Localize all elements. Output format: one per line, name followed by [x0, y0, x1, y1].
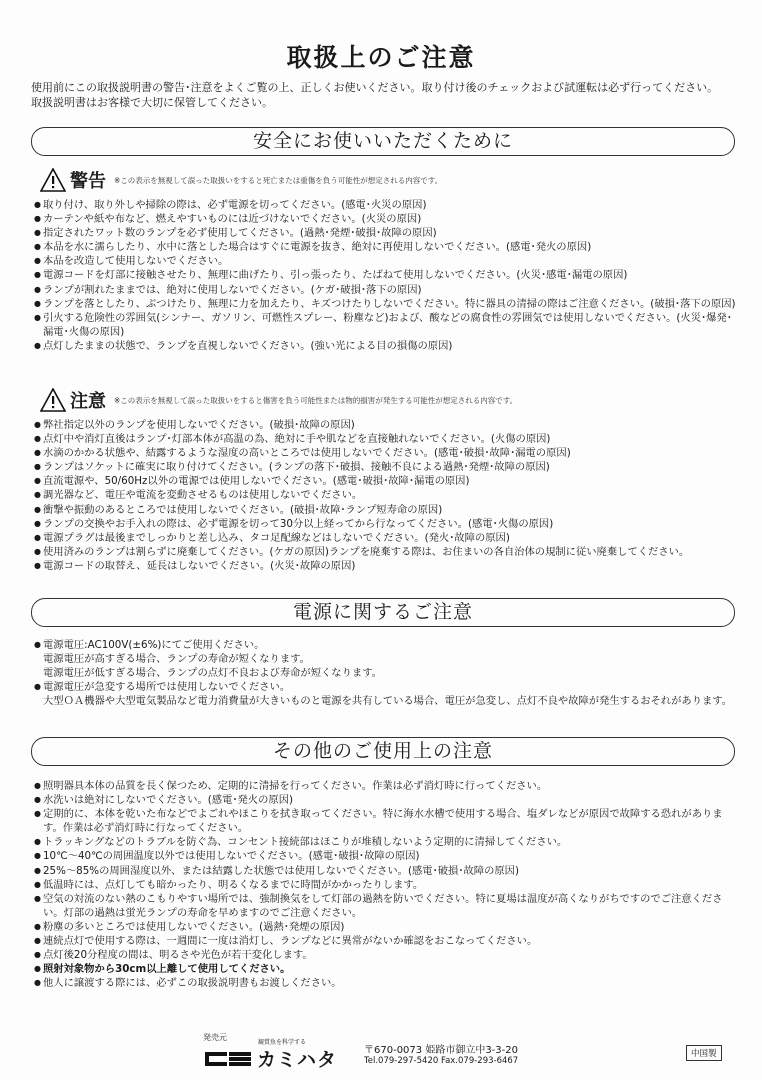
list-sub-item: 電源電圧が高すぎる場合、ランプの寿命が短くなります。: [43, 653, 310, 666]
list-item: ● トラッキングなどのトラブルを防ぐ為、コンセント接続部はほこりが堆積しないよう定期的に清掃してください。: [34, 835, 736, 849]
made-in-label: 中国製: [686, 1045, 722, 1061]
list-item: ● 電源コードを灯部に接触させたり、無理に曲げたり、引っ張ったり、たばねて使用しないでください。(火災･感電･漏電の原因): [34, 268, 736, 282]
list-item: ● 直流電源や、50/60Hz以外の電源では使用しないでください。(感電･破損･故障･漏電の原因): [34, 474, 736, 488]
list-item: ● 電源電圧が急変する場所では使用しないでください。: [34, 680, 736, 694]
list-item: ● ランプはソケットに確実に取り付けてください。(ランプの落下･破損、接触不良による過熱･発煙･故障の原因): [34, 460, 736, 474]
caution-title: 注意: [70, 391, 106, 412]
warning-title: 警告: [70, 171, 106, 192]
section-heading-safety: 安全にお使いいただくために: [31, 127, 735, 156]
list-item: ● 点灯中や消灯直後はランプ･灯部本体が高温の為、絶対に手や肌などを直接触れないでください。(火傷の原因): [34, 432, 736, 446]
warning-list: [34, 198, 736, 353]
list-item: ● 本品を改造して使用しないでください。: [34, 254, 736, 268]
warning-triangle-icon: [40, 168, 66, 192]
company-phone: Tel.079-297-5420 Fax.079-293-6467: [364, 1056, 519, 1066]
brand-logo: [205, 1045, 337, 1072]
caution-header: [40, 387, 517, 413]
list-item: ● 25%〜85%の周囲湿度以外、または結露した状態では使用しないでください。(感電･破損･故障の原因): [34, 864, 736, 878]
list-item: ● 連続点灯で使用する際は、一週間に一度は消灯し、ランプなどに異常がないか確認をおこなってください。: [34, 934, 736, 948]
list-item: ● 水洗いは絶対にしないでください。(感電･発火の原因): [34, 793, 736, 807]
list-item: ● 弊社指定以外のランプを使用しないでください。(破損･故障の原因): [34, 418, 736, 432]
list-item: ● 電源電圧:AC100V(±6%)にてご使用ください。: [34, 638, 736, 652]
list-item: ● 引火する危険性の雰囲気(シンナー、ガソリン、可燃性スプレー、粉塵など)および、酸などの腐食性の雰囲気では使用しないでください。(火災･爆発･漏電･火傷の原因): [34, 311, 736, 339]
list-item: ● 調光器など、電圧や電流を変動させるものは使用しないでください。: [34, 488, 736, 502]
list-item-emphasis: ● 照射対象物から30cm以上離して使用してください。: [34, 962, 736, 976]
list-item: ● カーテンや紙や布など、燃えやすいものには近づけないでください。(火災の原因): [34, 212, 736, 226]
intro-line: 使用前にこの取扱説明書の警告･注意をよくご覧の上、正しくお使いください。取り付け後のチェックおよび試運転は必ず行ってください。: [31, 81, 719, 94]
page-title: 取扱上のご注意: [286, 43, 476, 72]
list-item: ● 他人に譲渡する際には、必ずこの取扱説明書もお渡しください。: [34, 976, 736, 990]
brand-slogan: 観賞魚を科学する: [258, 1039, 307, 1046]
other-list: [34, 779, 736, 990]
list-item: ● 指定されたワット数のランプを必ず使用してください。(過熱･発煙･破損･故障の原因): [34, 226, 736, 240]
list-item: ● ランプを落としたり、ぶつけたり、無理に力を加えたり、キズつけたりしないでください。特に器具の清掃の際はご注意ください。(破損･落下の原因): [34, 297, 736, 311]
list-sub-item: 大型ＯＡ機器や大型電気製品など電力消費量が大きいものと電源を共有している場合、電圧が急変し、点灯不良や故障が発生するおそれがあります。: [43, 695, 733, 708]
list-sub-item: 電源電圧が低すぎる場合、ランプの点灯不良および寿命が短くなります。: [43, 667, 382, 680]
caution-list: [34, 418, 736, 573]
logo-mark-icon: [205, 1050, 253, 1068]
list-item: ● 電源コードの取替え、延長はしないでください。(火災･故障の原因): [34, 559, 736, 573]
company-address: 〒670-0073 姫路市御立中3-3-20: [364, 1045, 518, 1056]
power-list: [34, 638, 736, 708]
list-item: ● 使用済みのランプは割らずに廃棄してください。(ケガの原因)ランプを廃棄する際は、お住まいの各自治体の規制に従い廃棄してください。: [34, 545, 736, 559]
list-item: ● 照明器具本体の品質を長く保つため、定期的に清掃を行ってください。作業は必ず消灯時に行ってください。: [34, 779, 736, 793]
list-item: ● 低温時には、点灯しても暗かったり、明るくなるまでに時間がかかったりします。: [34, 878, 736, 892]
caution-note: ※この表示を無視して誤った取扱いをすると傷害を負う可能性または物的損害が発生する可能性が想定される内容です。: [114, 395, 518, 405]
list-item: ● 点灯したままの状態で、ランプを直視しないでください。(強い光による目の損傷の原因): [34, 339, 736, 353]
list-item: ● 電源プラグは最後までしっかりと差し込み、タコ足配線などはしないでください。(発火･故障の原因): [34, 531, 736, 545]
caution-triangle-icon: [40, 388, 66, 412]
list-item: ● ランプが割れたままでは、絶対に使用しないでください。(ケガ･破損･落下の原因): [34, 283, 736, 297]
list-item: ● ランプの交換やお手入れの際は、必ず電源を切って30分以上経ってから行なってください。(感電･火傷の原因): [34, 517, 736, 531]
section-heading-power: 電源に関するご注意: [31, 598, 735, 627]
intro-line: 取扱説明書はお客様で大切に保管してください。: [31, 96, 273, 109]
list-item: ● 10℃〜40℃の周囲温度以外では使用しないでください。(感電･破損･故障の原因): [34, 849, 736, 863]
warning-header: [40, 167, 442, 193]
list-item: ● 点灯後20分程度の間は、明るさや光色が若干変化します。: [34, 948, 736, 962]
list-item: ● 粉塵の多いところでは使用しないでください。(過熱･発煙の原因): [34, 920, 736, 934]
list-item: ● 空気の対流のない熱のこもりやすい場所では、強制換気をして灯部の過熱を防いでください。特に夏場は温度が高くなりがちですのでご注意ください。灯部の過熱は蛍光ランプの寿命を早めますのでご注意ください。: [34, 892, 736, 920]
brand-name: カミハタ: [257, 1049, 338, 1071]
list-item: ● 取り付け、取り外しや掃除の際は、必ず電源を切ってください。(感電･火災の原因): [34, 198, 736, 212]
list-item: ● 本品を水に濡らしたり、水中に落とした場合はすぐに電源を抜き、絶対に再使用しないでください。(感電･発火の原因): [34, 240, 736, 254]
warning-note: ※この表示を無視して誤った取扱いをすると死亡または重傷を負う可能性が想定される内容です。: [114, 175, 443, 185]
list-item: ● 定期的に、本体を乾いた布などでよごれやほこりを拭き取ってください。特に海水水槽で使用する場合、塩ダレなどが原因で故障する恐れがあります。作業は必ず消灯時に行なってください。: [34, 807, 736, 835]
list-item: ● 衝撃や振動のあるところでは使用しないでください。(破損･故障･ランプ短寿命の原因): [34, 503, 736, 517]
section-heading-other: その他のご使用上の注意: [31, 737, 735, 766]
publisher-label: 発売元: [203, 1033, 227, 1042]
intro-text: [31, 80, 736, 110]
list-item: ● 水滴のかかる状態や、結露するような湿度の高いところでは使用しないでください。(感電･破損･故障･漏電の原因): [34, 446, 736, 460]
